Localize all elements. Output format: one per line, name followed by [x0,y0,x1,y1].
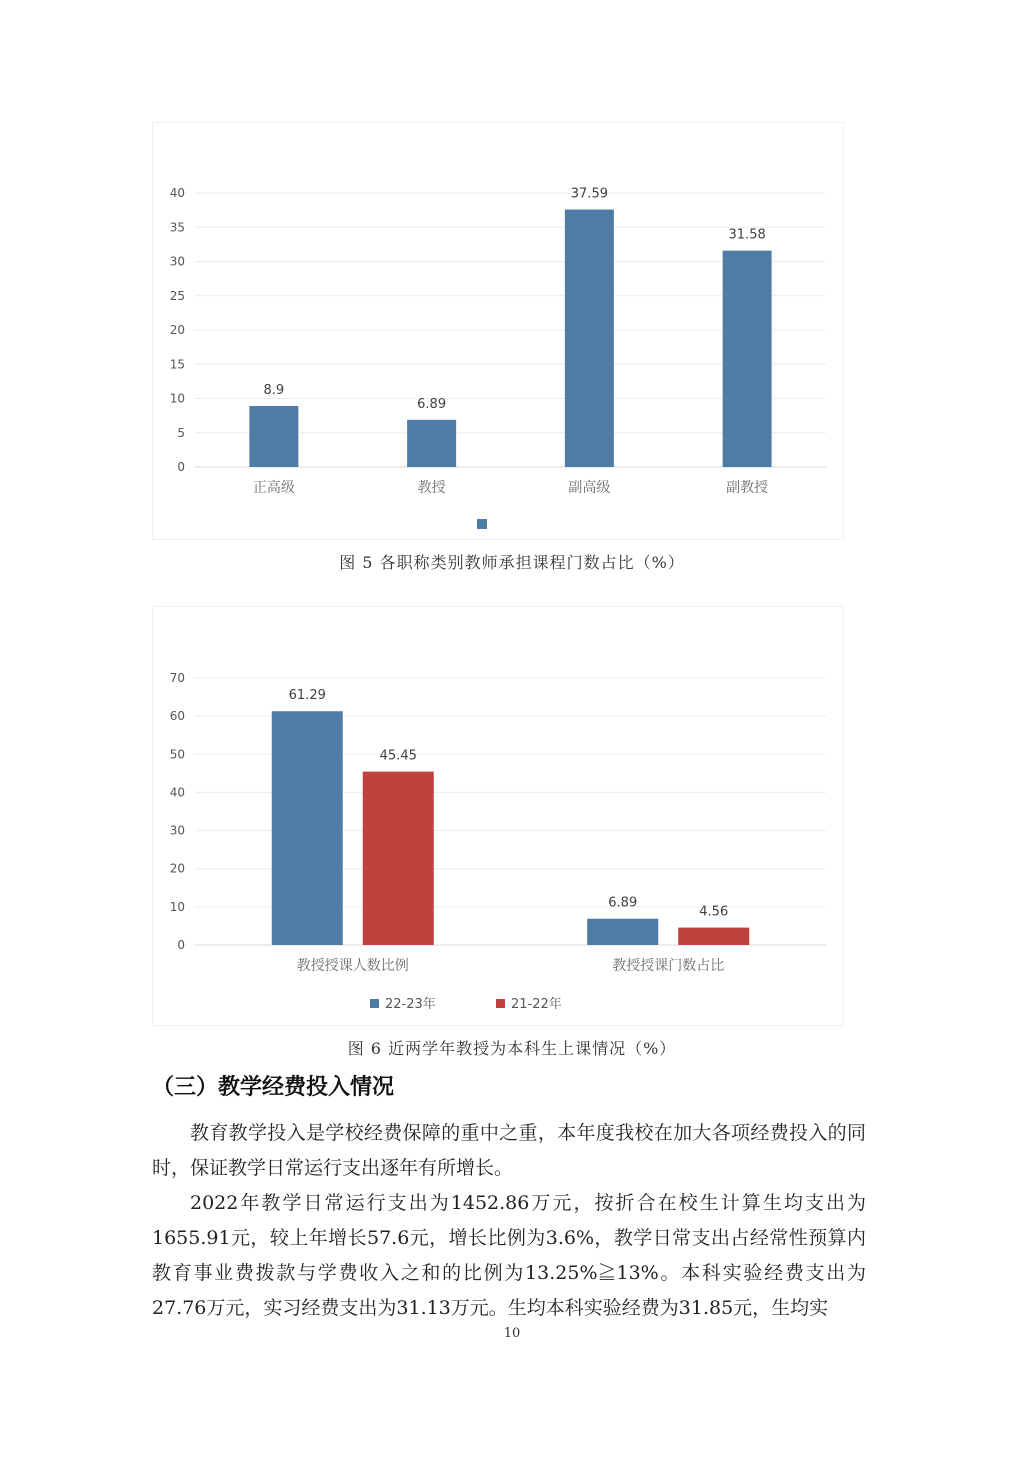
chart5-y-tick-label: 30 [169,254,185,269]
chart5-x-tick-label: 副教授 [726,480,769,496]
chart5-y-tick-label: 25 [169,288,185,303]
chart6-y-tick-label: 40 [169,785,185,800]
chart6-bar [272,711,343,945]
chart6-legend-swatch [496,999,505,1008]
page-number: 10 [503,1326,521,1341]
chart6-legend-label: 21-22年 [511,997,562,1012]
figure5-chart-svg [153,123,843,539]
chart5-bar [565,210,614,467]
chart6-data-label: 6.89 [608,895,638,911]
chart5-bar [249,406,298,467]
paragraph-2: 2022年教学日常运行支出为1452.86万元，按折合在校生计算生均支出为1655.91元，较上年增长57.6元，增长比例为3.6%，教学日常支出占经常性预算内教育事业费拨款与学费收入之和的比例为13.25%≧13%。本科实验经费支出为27.76万元，实习经费支出为31.13万元。生均本科实验经费为31.85元，生均实 [152,1192,866,1319]
chart5-data-label: 31.58 [728,227,766,243]
chart6-data-label: 45.45 [379,748,417,764]
chart5-y-tick-label: 40 [169,186,185,200]
chart5-data-label: 8.9 [263,383,285,399]
chart6-data-label: 4.56 [699,904,729,920]
chart5-y-tick-label: 10 [169,391,185,406]
chart5-y-tick-label: 5 [177,425,185,440]
chart5-y-tick-label: 35 [169,220,185,235]
chart6-bar [363,772,434,945]
chart6-y-tick-label: 20 [169,861,185,876]
section-heading: （三）教学经费投入情况 [152,1075,395,1100]
chart6-legend-swatch [370,999,379,1008]
chart5-legend-swatch [477,519,487,529]
chart6-y-tick-label: 60 [169,709,185,724]
chart6-y-tick-label: 70 [169,671,185,685]
figure5-chart [152,122,844,540]
chart5-y-tick-label: 0 [177,460,185,474]
chart5-x-tick-label: 副高级 [568,480,611,496]
paragraph-1: 教育教学投入是学校经费保障的重中之重，本年度我校在加大各项经费投入的同时，保证教学日常运行支出逐年有所增长。 [152,1122,866,1179]
figure6-chart [152,606,844,1026]
chart5-data-label: 37.59 [570,186,608,202]
chart6-y-tick-label: 30 [169,823,185,838]
chart5-data-label: 6.89 [417,396,447,412]
chart5-bar [407,420,456,467]
chart5-bar [723,251,772,467]
figure6-chart-svg [153,607,843,1025]
chart6-y-tick-label: 50 [169,747,185,762]
figure6-caption: 图 6 近两学年教授为本科生上课情况（%） [347,1039,677,1058]
chart6-y-tick-label: 10 [169,899,185,914]
chart5-y-tick-label: 15 [169,357,185,372]
chart6-x-tick-label: 教授授课人数比例 [296,958,409,974]
chart5-x-tick-label: 教授 [417,480,446,496]
chart6-bar [587,919,658,945]
chart6-y-tick-label: 0 [177,938,185,952]
chart6-data-label: 61.29 [288,688,326,704]
chart5-y-tick-label: 20 [169,323,185,337]
chart6-bar [678,928,749,945]
figure5-caption: 图 5 各职称类别教师承担课程门数占比（%） [339,553,685,572]
chart6-x-tick-label: 教授授课门数占比 [612,958,725,974]
chart5-x-tick-label: 正高级 [252,480,295,496]
chart6-legend-label: 22-23年 [385,997,436,1012]
